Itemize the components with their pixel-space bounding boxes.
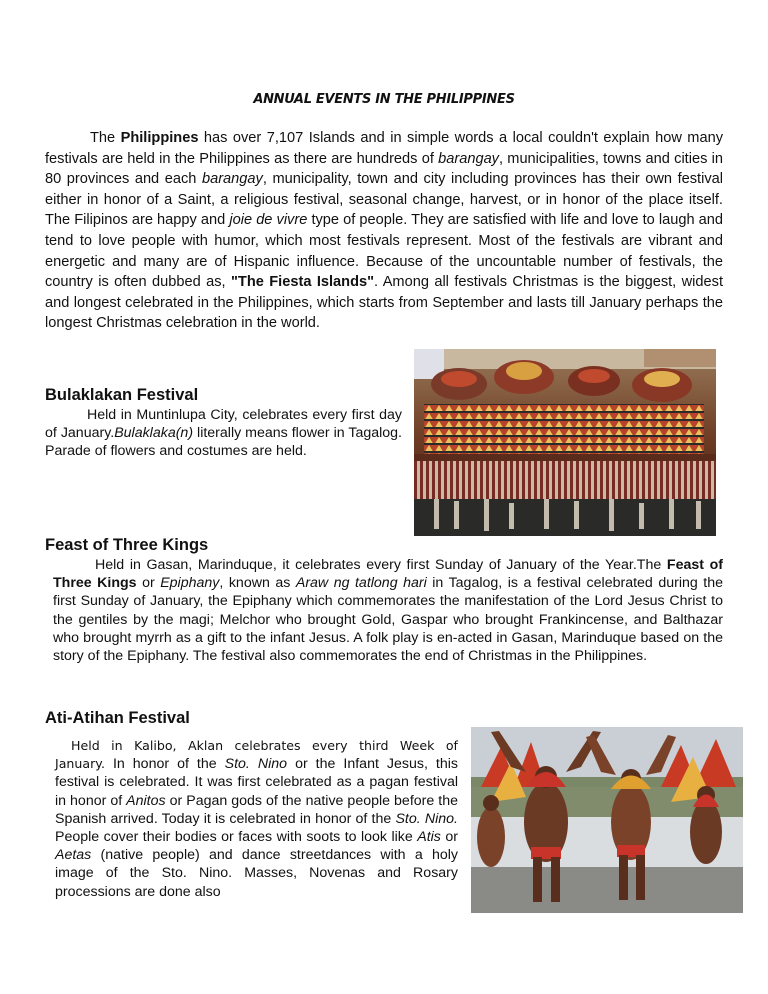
ati-atihan-paragraph: Held in Kalibo, Aklan celebrates every third Week of January. In honor of the Sto. Nino or the Infant Jesus, this festival is celebrated. It was first celebrated as a pagan festival in honor of Anitos or Pagan gods of the native people before the Spanish arrived. Today it is celebrated in honor of the Sto. Nino. People cover their bodies or faces with soots to look like Atis or Aetas (native people) and dance streetdances with a holy image of the Sto. Nino. Masses, Novenas and Rosary processions are done also bbox=[55, 738, 458, 900]
ati-atihan-heading: Ati-Atihan Festival bbox=[45, 709, 190, 727]
bulaklakan-photo bbox=[414, 349, 716, 536]
three-kings-paragraph: Held in Gasan, Marinduque, it celebrates every first Sunday of January of the Year.The Feast of Three Kings or Epiphany, known as Araw ng tatlong hari in Tagalog, is a festival celebrated during the first Sunday of January, the Epiphany which commemorates the manifestation of the Lord Jesus Christ to the gentiles by the magi; Melchor who brought Gold, Gaspar who brought Frankincense, and Balthazar who brought myrrh as a gift to the infant Jesus. A folk play is en-acted in Gasan, Marinduque based on the story of the Epiphany. The festival also commemorates the end of Christmas in the Philippines. bbox=[53, 557, 724, 665]
page-title: ANNUAL EVENTS IN THE PHILIPPINES bbox=[253, 92, 515, 107]
three-kings-heading: Feast of Three Kings bbox=[45, 536, 209, 554]
intro-paragraph: The Philippines has over 7,107 Islands and in simple words a local couldn't explain how many festivals are held in the Philippines as there are hundreds of barangay, municipalities, towns and cities in 80 provinces and each barangay, municipality, town and city including provinces has their own festival either in honor of a Saint, a religious festival, seasonal change, harvest, or in honor of the place itself. The Filipinos are happy and joie de vivre type of people. They are satisfied with life and love to laugh and tend to love people with humor, which most festivals represent. Most of the festivals are vibrant and energetic and many are of Hispanic influence. Because of the uncountable number of festivals, the country is often dubbed as, "The Fiesta Islands". Among all festivals Christmas is the biggest, widest and longest celebrated in the Philippines, which starts from September and lasts till January perhaps the longest Christmas celebration in the world. bbox=[45, 130, 724, 332]
bulaklakan-heading: Bulaklakan Festival bbox=[45, 386, 199, 404]
ati-atihan-photo bbox=[471, 727, 743, 913]
bulaklakan-paragraph: Held in Muntinlupa City, celebrates every first day of January.Bulaklaka(n) literally means flower in Tagalog. Parade of flowers and costumes are held. bbox=[45, 407, 402, 460]
